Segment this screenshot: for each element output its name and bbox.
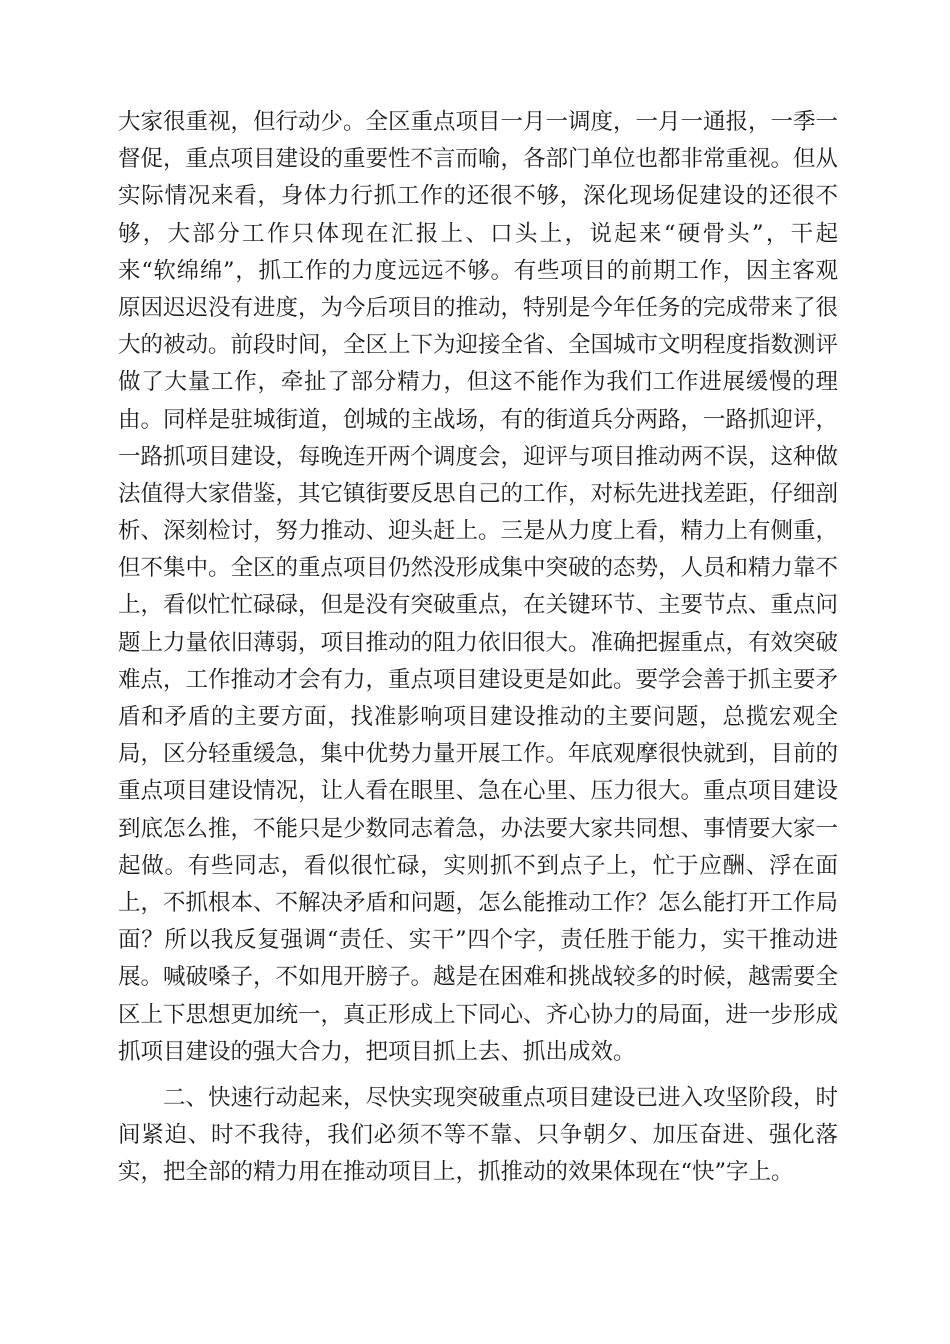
text-line: 够，大部分工作只体现在汇报上、口头上，说起来“硬骨头”，干起	[118, 220, 838, 247]
text-line: 到底怎么推，不能只是少数同志着急，办法要大家共同想、事情要大家一	[118, 815, 839, 842]
text-line: 抓项目建设的强大合力，把项目抓上去、抓出成效。	[118, 1038, 636, 1065]
text-line: 区上下思想更加统一，真正形成上下同心、齐心协力的局面，进一步形成	[118, 1001, 839, 1028]
text-line: 法值得大家借鉴，其它镇街要反思自己的工作，对标先进找差距，仔细剖	[118, 480, 839, 507]
text-line: 督促，重点项目建设的重要性不言而喻，各部门单位也都非常重视。但从	[118, 146, 839, 173]
text-line: 做了大量工作，牵扯了部分精力，但这不能作为我们工作进展缓慢的理	[118, 369, 838, 396]
text-line: 但不集中。全区的重点项目仍然没形成集中突破的态势，人员和精力靠不	[118, 555, 839, 582]
text-line: 来“软绵绵”，抓工作的力度远远不够。有些项目的前期工作，因主客观	[118, 257, 838, 284]
text-line: 实际情况来看，身体力行抓工作的还很不够，深化现场促建设的还很不	[118, 183, 838, 210]
text-line: 由。同样是驻城街道，创城的主战场，有的街道兵分两路，一路抓迎评，	[118, 406, 839, 433]
text-line: 大的被动。前段时间，全区上下为迎接全省、全国城市文明程度指数测评	[118, 332, 839, 359]
text-line: 面？所以我反复强调“责任、实干”四个字，责任胜于能力，实干推动进	[118, 927, 838, 954]
paragraph-2	[118, 1080, 838, 1192]
text-line: 盾和矛盾的主要方面，找准影响项目建设推动的主要问题，总揽宏观全	[118, 704, 838, 730]
text-line: 二、快速行动起来，尽快实现突破重点项目建设已进入攻坚阶段，时	[163, 1084, 839, 1111]
text-line: 起做。有些同志，看似很忙碌，实则抓不到点子上，忙于应酬、浮在面	[118, 852, 838, 879]
paragraph-gap	[118, 1071, 838, 1080]
text-line: 实，把全部的精力用在推动项目上，抓推动的效果体现在“快”字上。	[118, 1159, 794, 1186]
text-line: 上，不抓根本、不解决矛盾和问题，怎么能推动工作？怎么能打开工作局	[118, 889, 839, 916]
text-line: 展。喊破嗓子，不如甩开膀子。越是在困难和挑战较多的时候，越需要全	[118, 964, 839, 991]
text-line: 难点，工作推动才会有力，重点项目建设更是如此。要学会善于抓主要矛	[118, 666, 839, 693]
text-line: 题上力量依旧薄弱，项目推动的阻力依旧很大。准确把握重点，有效突破	[118, 629, 839, 656]
text-line: 析、深刻检讨，努力推动、迎头赶上。三是从力度上看，精力上有侧重，	[118, 518, 839, 545]
text-line: 局，区分轻重缓急，集中优势力量开展工作。年底观摩很快就到，目前的	[118, 741, 839, 768]
document-body	[118, 104, 838, 1191]
text-line: 大家很重视，但行动少。全区重点项目一月一调度，一月一通报，一季一	[118, 109, 839, 135]
paragraph-1	[118, 104, 838, 1071]
text-line: 间紧迫、时不我待，我们必须不等不靠、只争朝夕、加压奋进、强化落	[118, 1122, 838, 1149]
text-line: 重点项目建设情况，让人看在眼里、急在心里、压力很大。重点项目建设	[118, 778, 839, 805]
text-line: 原因迟迟没有进度，为今后项目的推动，特别是今年任务的完成带来了很	[118, 294, 839, 321]
text-line: 上，看似忙忙碌碌，但是没有突破重点，在关键环节、主要节点、重点问	[118, 592, 839, 619]
text-line: 一路抓项目建设，每晚连开两个调度会，迎评与项目推动两不误，这种做	[118, 443, 839, 470]
